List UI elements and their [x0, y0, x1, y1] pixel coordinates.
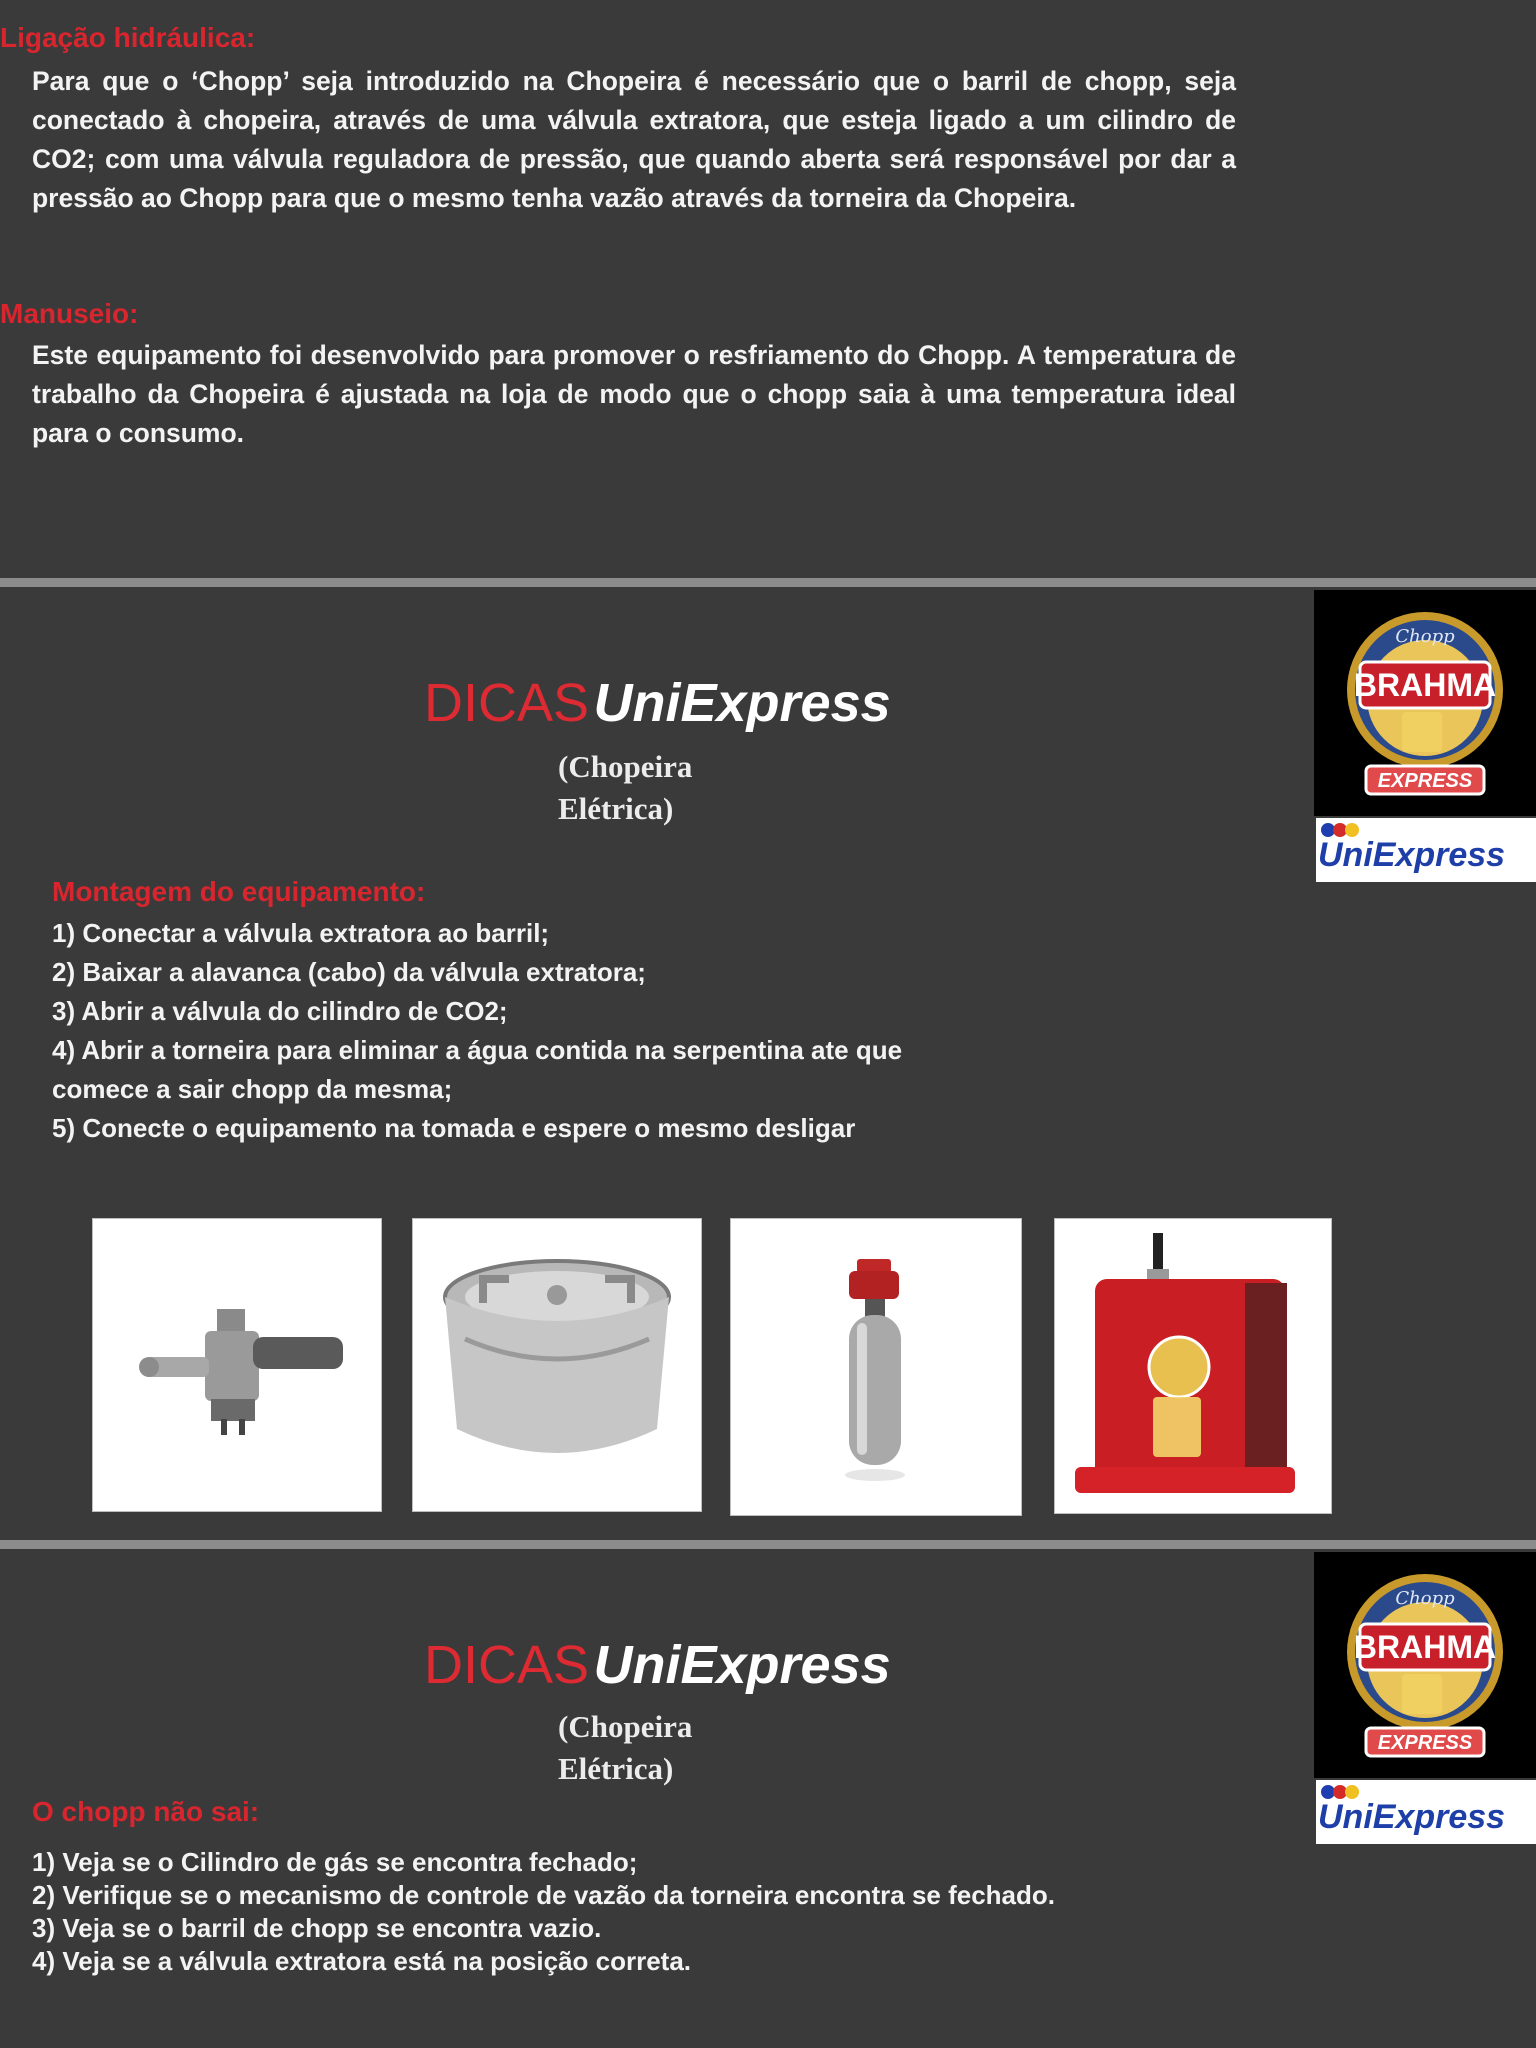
subtitle-line-2: Elétrica) [558, 791, 674, 826]
assembly-steps [52, 914, 1152, 1148]
logo-chopp-script: Chopp [1395, 626, 1455, 647]
list-item: 5) Conecte o equipamento na tomada e espere o mesmo desligar [52, 1113, 856, 1143]
hydraulic-heading: Ligação hidráulica: [0, 22, 256, 53]
section-divider [0, 578, 1536, 587]
section-divider [0, 1540, 1536, 1549]
subtitle-line-1: (Chopeira [558, 749, 693, 784]
keg-barrel-photo [412, 1218, 702, 1512]
brahma-express-logo [1314, 1552, 1536, 1778]
troubleshoot-checks [32, 1846, 1312, 1978]
brahma-badge-icon [1314, 1552, 1536, 1778]
uniexpress-logo [1316, 818, 1536, 882]
list-item: 4) Abrir a torneira para eliminar a água contida na serpentina ate que [52, 1035, 903, 1065]
co2-cylinder-icon [731, 1219, 1021, 1515]
logo-chopp-script: Chopp [1395, 1588, 1455, 1609]
problem-heading: O chopp não sai: [32, 1796, 260, 1827]
keg-coupler-icon [93, 1219, 381, 1511]
list-item: 4) Veja se a válvula extratora está na posição correta. [32, 1946, 692, 1976]
subtitle-line-1: (Chopeira [558, 1709, 693, 1744]
title-uniexpress: UniExpress [593, 673, 891, 733]
hydraulic-paragraph: Para que o ‘Chopp’ seja introduzido na Chopeira é necessário que o barril de chopp, seja conectado à chopeira, através de uma válvula extratora, que esteja ligado a um cilindro de CO2; com uma válvula reguladora de pressão, que quando aberta será responsável por dar a pressão ao Chopp para que o mesmo tenha vazão através da torneira da Chopeira. [32, 66, 1236, 213]
list-item: comece a sair chopp da mesma; [52, 1074, 453, 1104]
list-item: 2) Baixar a alavanca (cabo) da válvula extratora; [52, 957, 646, 987]
logo-express-text: EXPRESS [1377, 770, 1473, 792]
handling-paragraph: Este equipamento foi desenvolvido para promover o resfriamento do Chopp. A temperatura de trabalho da Chopeira é ajustada na loja de modo que o chopp saia à uma temperatura ideal para o consumo. [32, 340, 1236, 448]
chopeira-machine-icon [1055, 1219, 1331, 1513]
list-item: 1) Conectar a válvula extratora ao barril; [52, 918, 550, 948]
uniexpress-logo-text: UniExpress [1318, 1798, 1506, 1836]
chopeira-machine-photo [1054, 1218, 1332, 1514]
subtitle [558, 746, 692, 830]
list-item: 2) Verifique se o mecanismo de controle de vazão da torneira encontra se fechado. [32, 1880, 1055, 1910]
subtitle [558, 1706, 692, 1790]
brahma-badge-icon [1314, 590, 1536, 816]
uniexpress-logo [1316, 1780, 1536, 1844]
list-item: 1) Veja se o Cilindro de gás se encontra fechado; [32, 1847, 638, 1877]
page-title [424, 672, 891, 734]
list-item: 3) Abrir a válvula do cilindro de CO2; [52, 996, 508, 1026]
title-dicas: DICAS [424, 1635, 590, 1695]
logo-express-text: EXPRESS [1377, 1732, 1473, 1754]
co2-cylinder-photo [730, 1218, 1022, 1516]
assembly-heading: Montagem do equipamento: [52, 876, 426, 907]
uniexpress-logo-text: UniExpress [1318, 836, 1506, 874]
logo-brahma-text: BRAHMA [1353, 1629, 1497, 1665]
subtitle-line-2: Elétrica) [558, 1751, 674, 1786]
handling-heading: Manuseio: [0, 298, 139, 329]
keg-coupler-photo [92, 1218, 382, 1512]
logo-brahma-text: BRAHMA [1353, 667, 1497, 703]
title-uniexpress: UniExpress [593, 1635, 891, 1695]
page-title [424, 1634, 891, 1696]
list-item: 3) Veja se o barril de chopp se encontra vazio. [32, 1913, 602, 1943]
keg-barrel-icon [413, 1219, 701, 1511]
title-dicas: DICAS [424, 673, 590, 733]
brahma-express-logo [1314, 590, 1536, 816]
